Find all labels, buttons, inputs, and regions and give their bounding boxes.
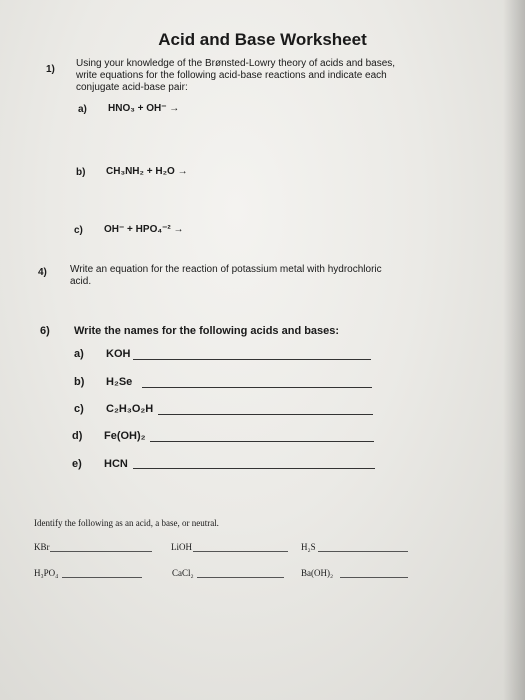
identify-item-baoh2: Ba(OH)₂ <box>301 568 334 578</box>
question-4-line-1: Write an equation for the reaction of potassium metal with hydrochloric <box>70 264 382 275</box>
answer-line-h2s <box>318 551 408 552</box>
identify-item-kbr: KBr <box>34 542 50 552</box>
answer-line-lioh <box>193 551 288 552</box>
identify-item-cacl2: CaCl₂ <box>172 568 194 578</box>
answer-line-6d <box>150 441 374 442</box>
question-4-line-2: acid. <box>70 276 92 287</box>
question-1-line-1: Using your knowledge of the Brønsted-Lowry theory of acids and bases, <box>76 58 396 69</box>
question-1-number: 1) <box>46 64 55 75</box>
question-1a-equation: HNO₃ + OH⁻ → <box>108 103 180 114</box>
question-6a-formula: KOH <box>106 348 131 360</box>
question-6a-letter: a) <box>74 348 84 360</box>
question-1a-letter: a) <box>78 104 87 115</box>
question-6-prompt: Write the names for the following acids and bases: <box>74 325 340 337</box>
worksheet-title: Acid and Base Worksheet <box>158 30 367 49</box>
question-6c-letter: c) <box>74 403 84 415</box>
identify-item-h3po4: H₃PO₄ <box>34 568 59 578</box>
question-1c-equation: OH⁻ + HPO₄⁻² → <box>104 224 184 235</box>
answer-line-h3po4 <box>62 577 142 578</box>
answer-line-6b <box>142 387 372 388</box>
question-1b-equation: CH₃NH₂ + H₂O → <box>106 166 188 177</box>
question-6e-letter: e) <box>72 458 82 470</box>
question-6b-letter: b) <box>74 376 85 388</box>
question-1-line-3: conjugate acid-base pair: <box>76 82 188 93</box>
answer-line-cacl2 <box>197 577 284 578</box>
question-1b-letter: b) <box>76 167 86 178</box>
answer-line-6e <box>133 468 375 469</box>
question-6d-formula: Fe(OH)₂ <box>104 430 146 442</box>
answer-line-kbr <box>50 551 152 552</box>
question-1-line-2: write equations for the following acid-base reactions and indicate each <box>76 70 387 81</box>
question-4-number: 4) <box>38 267 47 278</box>
question-6c-formula: C₂H₃O₂H <box>106 403 154 415</box>
identify-prompt: Identify the following as an acid, a base, or neutral. <box>34 518 219 528</box>
question-6-number: 6) <box>40 325 50 337</box>
identify-item-h2s: H₂S <box>301 542 316 552</box>
page-edge-shadow <box>503 0 525 700</box>
answer-line-6a <box>133 359 371 360</box>
question-1c-letter: c) <box>74 225 83 236</box>
question-6b-formula: H₂Se <box>106 376 133 388</box>
answer-line-6c <box>158 414 373 415</box>
question-6e-formula: HCN <box>104 458 128 470</box>
question-6d-letter: d) <box>72 430 83 442</box>
identify-item-lioh: LiOH <box>171 542 192 552</box>
answer-line-baoh2 <box>340 577 408 578</box>
